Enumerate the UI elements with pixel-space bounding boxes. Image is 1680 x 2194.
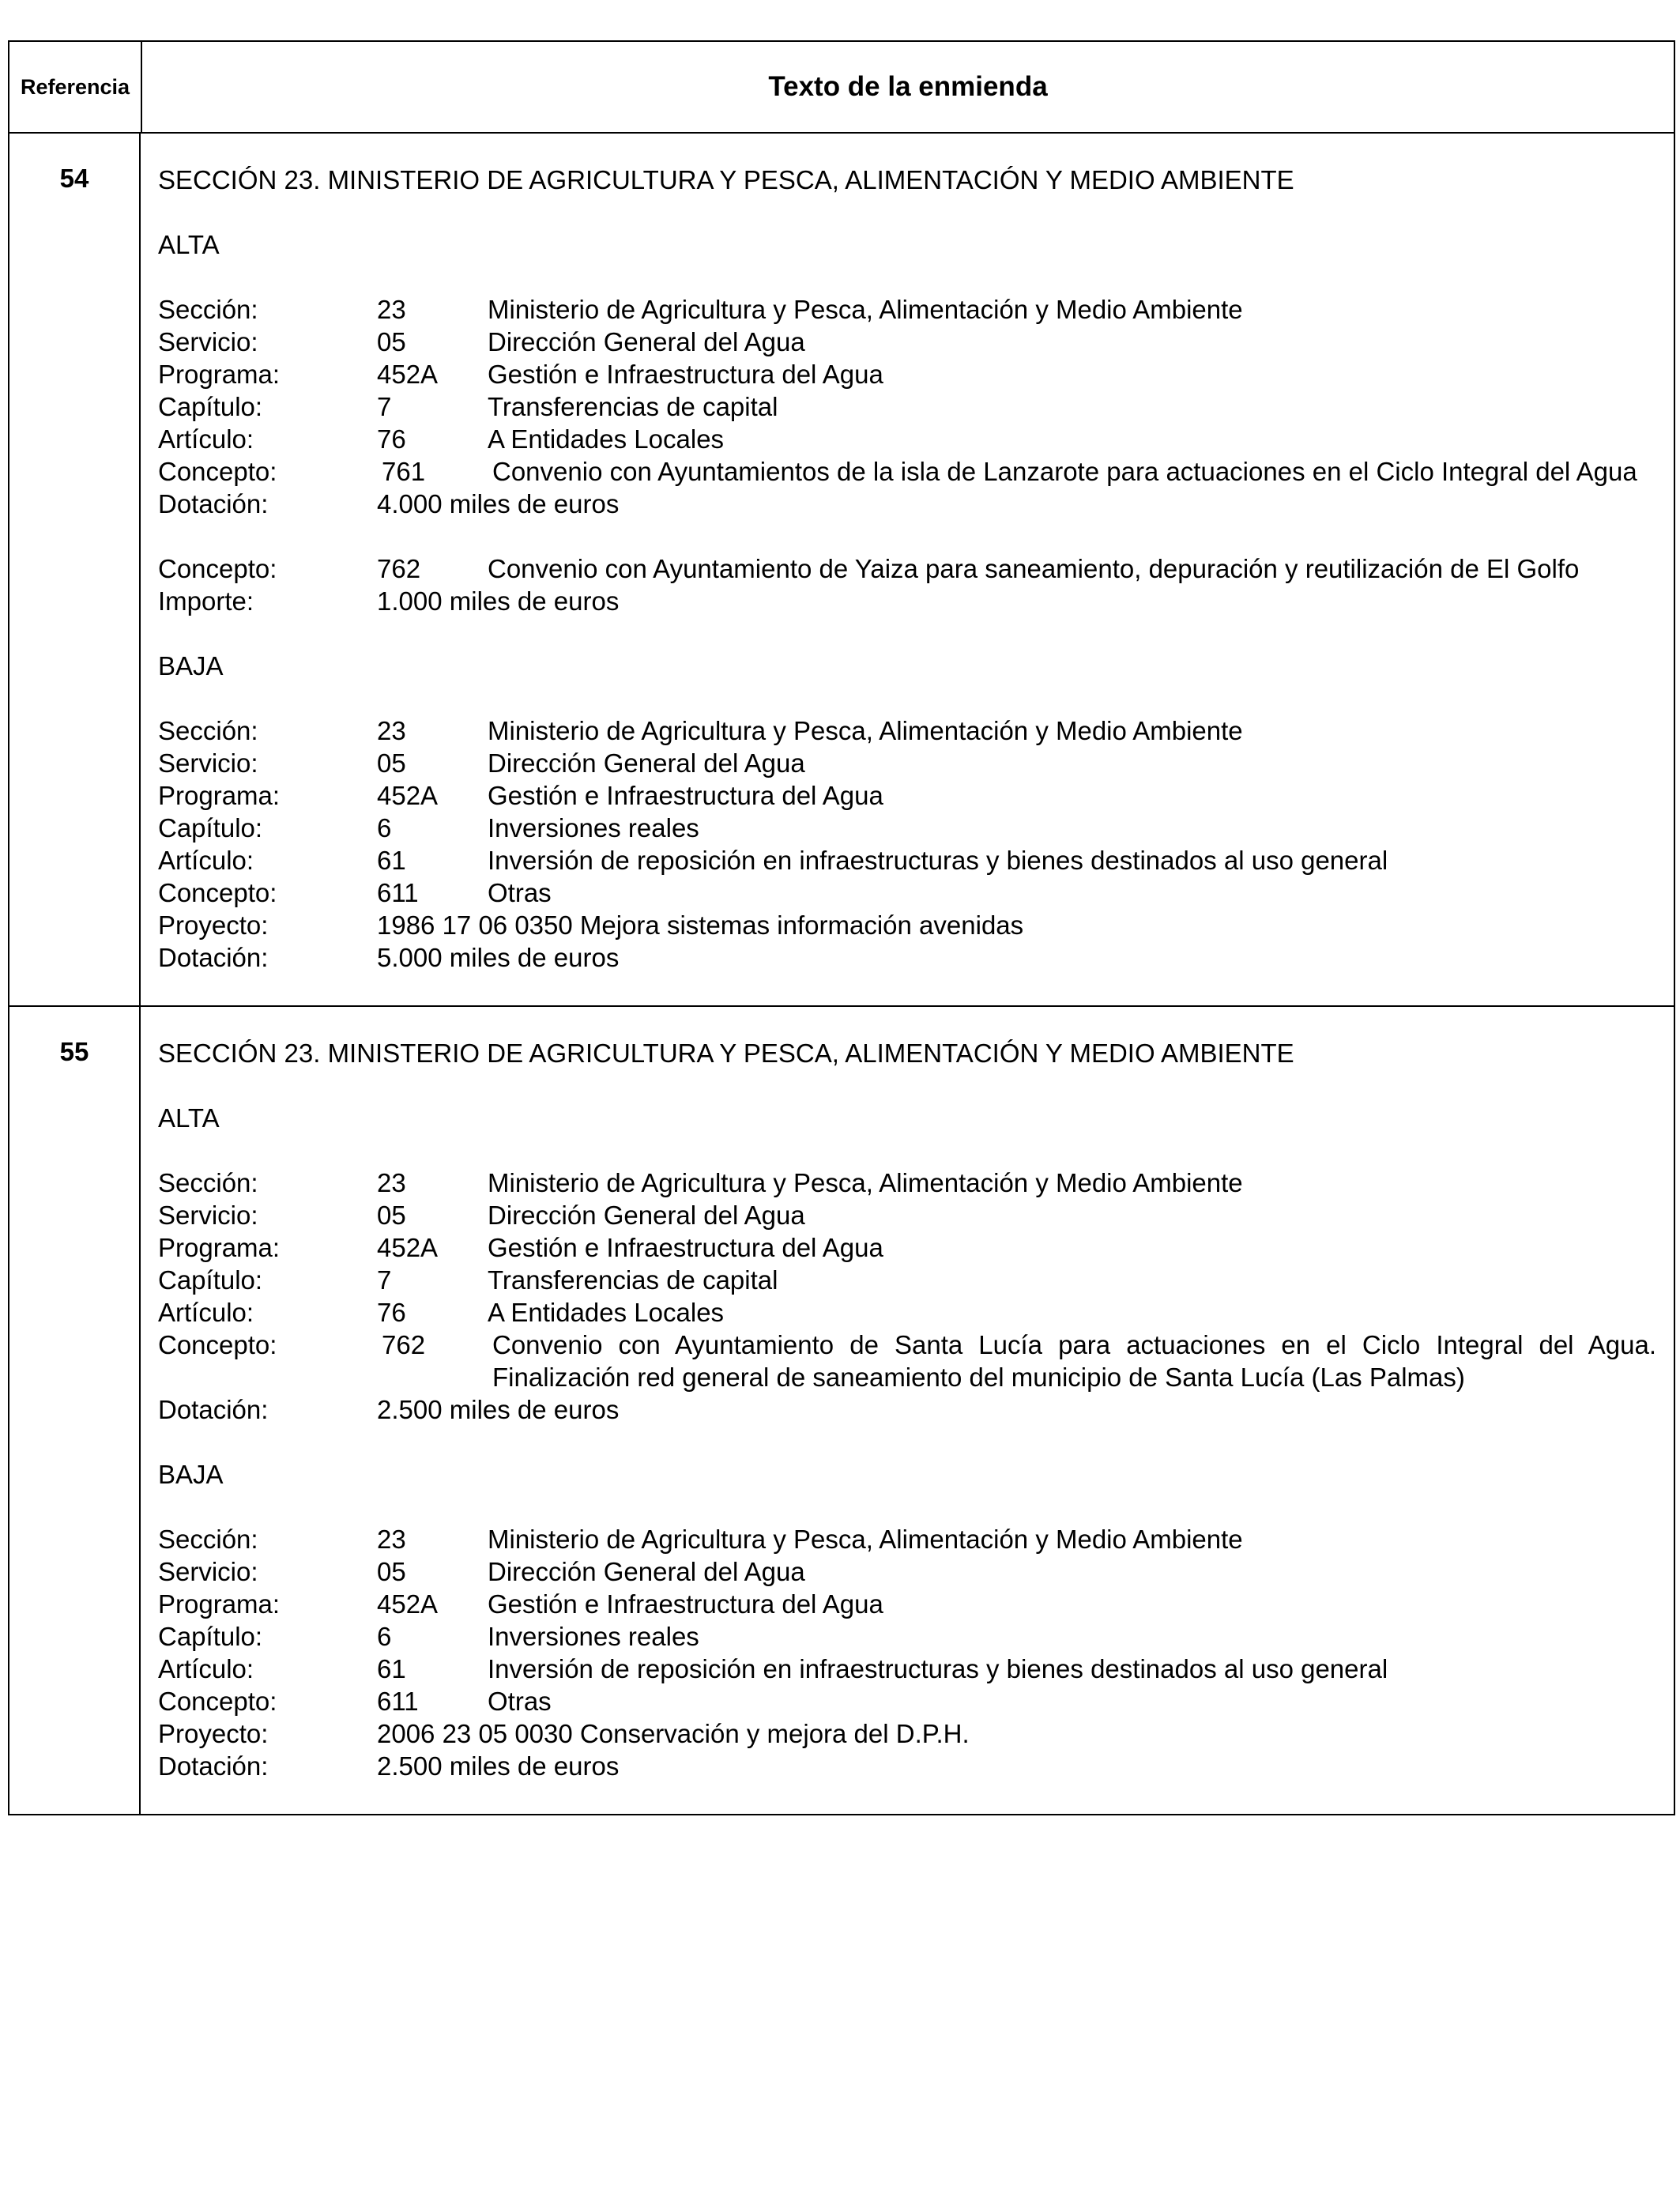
entry-description: Inversiones reales	[488, 1622, 699, 1651]
entry-label: Dotación:	[158, 489, 269, 518]
entry-label: Artículo:	[158, 424, 254, 454]
entry-description: Convenio con Ayuntamientos de la isla de Lanzarote para actuaciones en el Ciclo Integral del Agua	[492, 457, 1637, 486]
entry-code: 61	[377, 846, 406, 875]
entry-code: 762	[382, 1330, 426, 1359]
entry-description: Otras	[488, 1687, 552, 1716]
entry-code: 23	[377, 1525, 406, 1554]
entry-label: Capítulo:	[158, 813, 263, 843]
entry-code: 05	[377, 1201, 406, 1230]
entry-label: Sección:	[158, 295, 258, 324]
entry-label: Dotación:	[158, 943, 269, 972]
baja-label: BAJA	[158, 1460, 224, 1489]
entry-code: 611	[377, 1687, 419, 1716]
entry-label: Sección:	[158, 1525, 258, 1554]
entry-line	[158, 1199, 1656, 1231]
entry-label: Servicio:	[158, 1557, 258, 1586]
entry-line	[158, 1717, 1656, 1750]
entry-label: Programa:	[158, 1233, 281, 1262]
entry-line	[158, 714, 1656, 747]
entry-code: 05	[377, 748, 406, 778]
entry-description: Ministerio de Agricultura y Pesca, Alimentación y Medio Ambiente	[488, 1168, 1243, 1197]
entry-line	[158, 876, 1656, 909]
entry-line	[158, 1653, 1656, 1685]
section-title: SECCIÓN 23. MINISTERIO DE AGRICULTURA Y PESCA, ALIMENTACIÓN Y MEDIO AMBIENTE	[158, 165, 1294, 194]
entry-label: Concepto:	[158, 1687, 277, 1716]
entry-line	[158, 358, 1656, 390]
entry-code: 23	[377, 716, 406, 745]
entry-code: 452A	[377, 1233, 439, 1262]
header-referencia: Referencia	[9, 42, 142, 132]
entry-description: Ministerio de Agricultura y Pesca, Alimentación y Medio Ambiente	[488, 1525, 1243, 1554]
entry-description: A Entidades Locales	[488, 1298, 725, 1327]
alta-label: ALTA	[158, 1103, 220, 1133]
entry-code: 762	[377, 554, 421, 583]
entry-description: Dirección General del Agua	[488, 1201, 805, 1230]
entry-line	[158, 1167, 1656, 1199]
baja-label: BAJA	[158, 651, 224, 680]
entry-label: Capítulo:	[158, 1265, 263, 1295]
entry-code: 7	[377, 392, 392, 421]
entry-line	[158, 747, 1656, 779]
table-row	[9, 1005, 1674, 1814]
alta-label: ALTA	[158, 230, 220, 259]
entry-label: Sección:	[158, 1168, 258, 1197]
entry-label: Servicio:	[158, 1201, 258, 1230]
entry-code: 452A	[377, 360, 439, 389]
entry-label: Concepto:	[158, 554, 277, 583]
entry-description: Ministerio de Agricultura y Pesca, Alimentación y Medio Ambiente	[488, 716, 1243, 745]
entry-line	[158, 293, 1656, 326]
entry-label: Concepto:	[158, 1330, 277, 1359]
entry-line	[158, 812, 1656, 844]
entry-line	[158, 1620, 1656, 1653]
entry-label: Servicio:	[158, 327, 258, 356]
entry-description: Otras	[488, 878, 552, 907]
entry-label: Artículo:	[158, 1298, 254, 1327]
entry-description: 2.500 miles de euros	[377, 1751, 620, 1781]
entry-description: Inversión de reposición en infraestructuras y bienes destinados al uso general	[488, 846, 1388, 875]
entry-line	[158, 1231, 1656, 1264]
entry-code: 452A	[377, 1589, 439, 1619]
entry-line	[158, 1685, 1656, 1717]
entry-code: 452A	[377, 781, 439, 810]
entry-line	[158, 390, 1656, 423]
entry-label: Capítulo:	[158, 392, 263, 421]
entry-code: 761	[382, 457, 426, 486]
entry-description: 2.500 miles de euros	[377, 1395, 620, 1424]
entry-description: Transferencias de capital	[488, 392, 778, 421]
section-title: SECCIÓN 23. MINISTERIO DE AGRICULTURA Y PESCA, ALIMENTACIÓN Y MEDIO AMBIENTE	[158, 1039, 1294, 1068]
row-reference: 54	[9, 134, 141, 1005]
entry-code: 76	[377, 424, 406, 454]
entry-line	[158, 909, 1656, 941]
entry-line	[158, 455, 1656, 488]
entry-description: Dirección General del Agua	[488, 1557, 805, 1586]
entry-line	[158, 1750, 1656, 1782]
entry-label: Importe:	[158, 586, 254, 616]
entry-label: Programa:	[158, 360, 281, 389]
entry-label: Programa:	[158, 781, 281, 810]
row-text	[141, 1007, 1674, 1814]
entry-line	[158, 423, 1656, 455]
entry-label: Programa:	[158, 1589, 281, 1619]
entry-line	[158, 585, 1656, 617]
entry-line	[158, 1296, 1656, 1329]
entry-code: 6	[377, 813, 392, 843]
entry-line	[158, 1523, 1656, 1555]
entry-line	[158, 1393, 1656, 1426]
entry-label: Capítulo:	[158, 1622, 263, 1651]
entry-description: 2006 23 05 0030 Conservación y mejora del D.P.H.	[377, 1719, 970, 1748]
entry-line	[158, 1555, 1656, 1588]
table-row	[9, 134, 1674, 1005]
entry-description: Transferencias de capital	[488, 1265, 778, 1295]
entry-code: 76	[377, 1298, 406, 1327]
entry-code: 611	[377, 878, 419, 907]
entry-line	[158, 1329, 1656, 1393]
entry-code: 05	[377, 1557, 406, 1586]
table-header	[9, 42, 1674, 134]
entry-description: Inversión de reposición en infraestructuras y bienes destinados al uso general	[488, 1654, 1388, 1683]
entry-description: Gestión e Infraestructura del Agua	[488, 1233, 883, 1262]
entry-description: 1986 17 06 0350 Mejora sistemas información avenidas	[377, 910, 1024, 940]
entry-line	[158, 488, 1656, 520]
entry-description: Gestión e Infraestructura del Agua	[488, 360, 883, 389]
entry-description: Convenio con Ayuntamiento de Yaiza para saneamiento, depuración y reutilización de El Golfo	[488, 554, 1580, 583]
entry-code: 05	[377, 327, 406, 356]
entry-label: Proyecto:	[158, 1719, 269, 1748]
entry-description: Gestión e Infraestructura del Agua	[488, 1589, 883, 1619]
entry-description: Gestión e Infraestructura del Agua	[488, 781, 883, 810]
entry-line	[158, 779, 1656, 812]
entry-code: 61	[377, 1654, 406, 1683]
entry-label: Concepto:	[158, 457, 277, 486]
header-texto: Texto de la enmienda	[768, 71, 1048, 102]
entry-description: Dirección General del Agua	[488, 748, 805, 778]
row-reference: 55	[9, 1007, 141, 1814]
entry-line	[158, 1264, 1656, 1296]
entry-description: Dirección General del Agua	[488, 327, 805, 356]
entry-label: Dotación:	[158, 1751, 269, 1781]
amendments-table	[8, 40, 1675, 1815]
entry-label: Artículo:	[158, 846, 254, 875]
entry-line	[158, 326, 1656, 358]
entry-description: Ministerio de Agricultura y Pesca, Alimentación y Medio Ambiente	[488, 295, 1243, 324]
entry-label: Concepto:	[158, 878, 277, 907]
entry-label: Dotación:	[158, 1395, 269, 1424]
entry-description: 1.000 miles de euros	[377, 586, 620, 616]
entry-description: 5.000 miles de euros	[377, 943, 620, 972]
entry-description: Convenio con Ayuntamiento de Santa Lucía para actuaciones en el Ciclo Integral del Agua. Finalización red general de saneamiento del municipio de Santa Lucía (Las Palmas)	[492, 1330, 1656, 1392]
entry-label: Servicio:	[158, 748, 258, 778]
entry-label: Artículo:	[158, 1654, 254, 1683]
entry-label: Proyecto:	[158, 910, 269, 940]
entry-code: 23	[377, 1168, 406, 1197]
entry-description: A Entidades Locales	[488, 424, 725, 454]
entry-code: 23	[377, 295, 406, 324]
entry-description: Inversiones reales	[488, 813, 699, 843]
entry-label: Sección:	[158, 716, 258, 745]
row-text	[141, 134, 1674, 1005]
entry-line	[158, 552, 1656, 585]
entry-line	[158, 941, 1656, 974]
entry-line	[158, 1588, 1656, 1620]
entry-description: 4.000 miles de euros	[377, 489, 620, 518]
entry-code: 6	[377, 1622, 392, 1651]
entry-line	[158, 844, 1656, 876]
entry-code: 7	[377, 1265, 392, 1295]
